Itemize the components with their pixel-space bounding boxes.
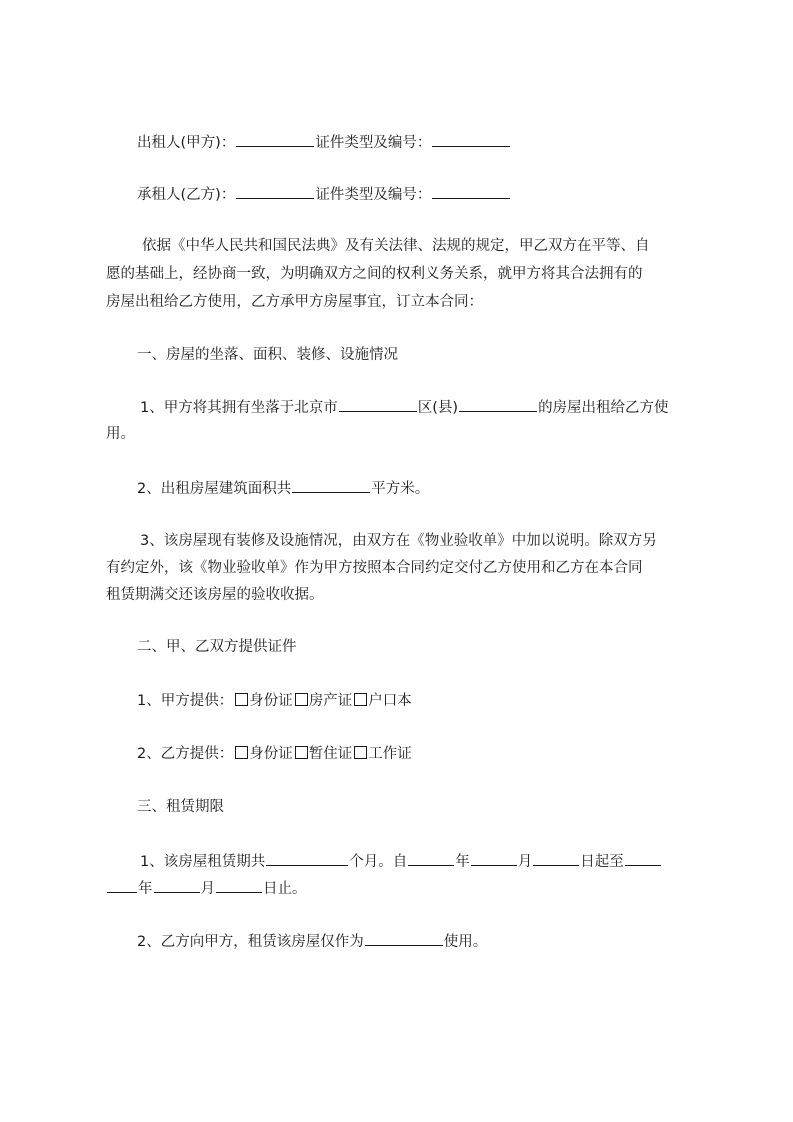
section-1-item-3-line-3: 租赁期满交还该房屋的验收收据。 (106, 587, 324, 603)
item-text: 2、出租房屋建筑面积共 (137, 481, 292, 497)
item-text: 使用。 (443, 934, 488, 950)
item-text: 年 (138, 881, 153, 897)
lessee-id-blank[interactable] (432, 184, 510, 199)
item-text: 月 (517, 854, 533, 870)
option-label: 身份证 (249, 746, 293, 762)
section-2-item-2 (137, 744, 412, 764)
lessor-name-blank[interactable] (236, 132, 314, 147)
checkbox[interactable] (235, 693, 248, 706)
start-month-blank[interactable] (471, 851, 517, 866)
lessee-label: 承租人(乙方)： (137, 187, 236, 203)
section-3-item-1 (140, 851, 662, 872)
checkbox[interactable] (235, 746, 248, 759)
section-3-item-1-cont (106, 878, 307, 899)
preamble-line-3: 房屋出租给乙方使用，乙方承甲方房屋事宜，订立本合同： (106, 294, 483, 310)
item-label: 1、甲方提供： (137, 693, 234, 709)
item-text: 1、甲方将其拥有坐落于北京市 (140, 400, 338, 416)
section-1-title: 一、房屋的坐落、面积、装修、设施情况 (137, 347, 398, 363)
lessee-id-label: 证件类型及编号： (315, 187, 432, 203)
checkbox[interactable] (354, 693, 367, 706)
item-text: 2、乙方向甲方，租赁该房屋仅作为 (137, 934, 364, 950)
section-3-item-2 (137, 931, 487, 952)
section-1-item-3-line-2: 有约定外，该《物业验收单》作为甲方按照本合同约定交付乙方使用和乙方在本合同 (106, 560, 643, 576)
item-text: 日起至 (580, 854, 624, 870)
checkbox[interactable] (354, 746, 367, 759)
item-text: 年 (455, 854, 470, 870)
section-1-item-2 (137, 478, 429, 499)
item-text: 平方米。 (371, 481, 430, 497)
option-label: 户口本 (368, 693, 412, 709)
checkbox[interactable] (295, 746, 308, 759)
usage-blank[interactable] (365, 931, 443, 946)
months-blank[interactable] (266, 851, 348, 866)
option-label: 身份证 (249, 693, 293, 709)
address-blank[interactable] (459, 397, 537, 412)
option-label: 工作证 (368, 746, 412, 762)
end-month-blank[interactable] (154, 878, 200, 893)
item-text: 个月。自 (349, 854, 408, 870)
checkbox[interactable] (295, 693, 308, 706)
area-blank[interactable] (292, 478, 370, 493)
start-day-blank[interactable] (533, 851, 579, 866)
lessee-name-blank[interactable] (236, 184, 314, 199)
preamble-line-2: 愿的基础上，经协商一致，为明确双方之间的权利义务关系，就甲方将其合法拥有的 (106, 266, 643, 282)
start-year-blank[interactable] (408, 851, 454, 866)
item-label: 2、乙方提供： (137, 746, 234, 762)
option-label: 房产证 (308, 693, 353, 709)
lessor-id-label: 证件类型及编号： (315, 135, 432, 151)
end-year-blank-a[interactable] (625, 851, 661, 866)
item-text: 的房屋出租给乙方使 (538, 400, 669, 416)
item-text: 日止。 (263, 881, 307, 897)
lessor-id-blank[interactable] (432, 132, 510, 147)
lessee-line (137, 184, 511, 205)
section-1-item-1 (140, 397, 669, 418)
end-year-blank-b[interactable] (107, 878, 137, 893)
item-text: 1、该房屋租赁期共 (140, 854, 266, 870)
item-text: 月 (200, 881, 215, 897)
option-label: 暂住证 (308, 746, 353, 762)
district-blank[interactable] (339, 397, 417, 412)
item-text: 区(县) (417, 400, 459, 416)
section-2-item-1 (137, 691, 412, 711)
section-2-title: 二、甲、乙双方提供证件 (137, 639, 297, 655)
section-3-title: 三、租赁期限 (137, 799, 224, 815)
preamble-line-1: 依据《中华人民共和国民法典》及有关法律、法规的规定，甲乙双方在平等、自 (142, 238, 650, 254)
end-day-blank[interactable] (216, 878, 262, 893)
lessor-line (137, 132, 511, 153)
section-1-item-1-cont: 用。 (106, 426, 135, 442)
lessor-label: 出租人(甲方)： (137, 135, 236, 151)
section-1-item-3-line-1: 3、该房屋现有装修及设施情况，由双方在《物业验收单》中加以说明。除双方另 (140, 533, 657, 549)
